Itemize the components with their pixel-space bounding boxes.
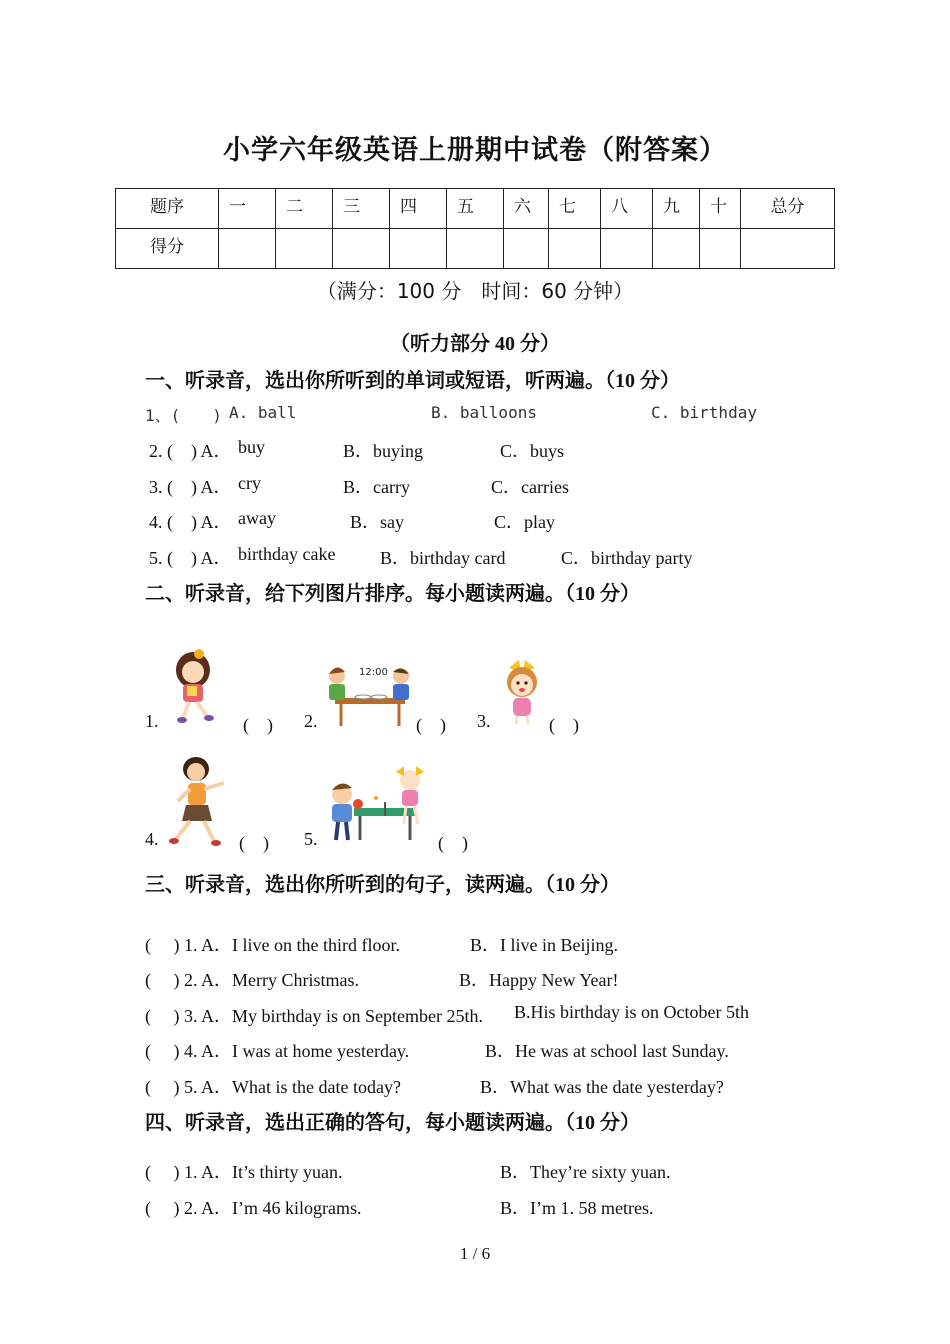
- s3-item-5-b: B．What was the date yesterday?: [480, 1077, 724, 1097]
- s3-item-1-b: B．I live in Beijing.: [470, 935, 618, 955]
- s3-item-4-b: B．He was at school last Sunday.: [485, 1041, 729, 1061]
- q4-number: 4. ( ) A．: [149, 512, 232, 532]
- page-title: 小学六年级英语上册期中试卷（附答案）: [223, 135, 727, 166]
- answer-blank-1[interactable]: ( ): [243, 715, 273, 735]
- q5-option-a: birthday cake: [238, 544, 336, 564]
- q5-number: 5. ( ) A．: [149, 548, 232, 568]
- q5-option-c: C．birthday party: [561, 548, 693, 568]
- table-cell: 八: [601, 189, 653, 229]
- table-cell: 一: [219, 189, 276, 229]
- s3-item-2-a: ( ) 2. A．Merry Christmas.: [145, 970, 359, 990]
- q3-option-c: C．carries: [491, 477, 569, 497]
- section1-heading: 一、听录音，选出你所听到的单词或短语，听两遍。（10 分）: [145, 370, 680, 392]
- ping-pong-picture: [324, 764, 434, 846]
- s3-item-5-a: ( ) 5. A．What is the date today?: [145, 1077, 401, 1097]
- answer-blank-4[interactable]: ( ): [239, 833, 269, 853]
- table-cell: 题序: [116, 189, 219, 229]
- girl-walking-picture: [163, 648, 223, 724]
- picture-label-1: 1.: [145, 711, 159, 731]
- table-cell: 九: [653, 189, 700, 229]
- s4-item-2-b: B．I’m 1. 58 metres.: [500, 1198, 654, 1218]
- table-cell: 四: [390, 189, 447, 229]
- q3-option-b: B．carry: [343, 477, 410, 497]
- q1-option-b: B. balloons: [431, 403, 537, 422]
- q4-option-b: B．say: [350, 512, 404, 532]
- page-number: 1 / 6: [459, 1244, 491, 1263]
- score-input-cell[interactable]: [219, 229, 276, 269]
- q3-option-a: cry: [238, 473, 261, 493]
- q2-option-b: B．buying: [343, 441, 424, 461]
- table-cell: 七: [549, 189, 601, 229]
- q1-option-c: C. birthday: [651, 403, 757, 422]
- score-input-cell[interactable]: [601, 229, 653, 269]
- score-table-header-row: [116, 189, 835, 229]
- score-input-cell[interactable]: [700, 229, 741, 269]
- q2-option-c: C．buys: [500, 441, 565, 461]
- table-cell: 十: [700, 189, 741, 229]
- answer-blank-5[interactable]: ( ): [438, 833, 468, 853]
- score-input-cell[interactable]: [549, 229, 601, 269]
- s3-item-4-a: ( ) 4. A．I was at home yesterday.: [145, 1041, 410, 1061]
- s4-item-2-a: ( ) 2. A．I’m 46 kilograms.: [145, 1198, 362, 1218]
- score-input-cell[interactable]: [333, 229, 390, 269]
- table-cell: 六: [504, 189, 549, 229]
- score-input-cell[interactable]: [653, 229, 700, 269]
- score-input-cell[interactable]: [390, 229, 447, 269]
- table-cell: 总分: [741, 189, 835, 229]
- picture-label-5: 5.: [304, 829, 318, 849]
- girl-running-picture: [168, 755, 232, 847]
- score-input-cell[interactable]: [276, 229, 333, 269]
- girl-eating-picture: [499, 656, 545, 726]
- section3-heading: 三、听录音，选出你所听到的句子，读两遍。（10 分）: [145, 874, 620, 896]
- q2-number: 2. ( ) A．: [149, 441, 232, 461]
- s4-item-1-a: ( ) 1. A．It’s thirty yuan.: [145, 1162, 343, 1182]
- answer-blank-2[interactable]: ( ): [416, 715, 446, 735]
- full-marks-note: （满分：100 分 时间：60 分钟）: [316, 279, 634, 303]
- s4-item-1-b: B．They’re sixty yuan.: [500, 1162, 671, 1182]
- clock-time: 12:00: [359, 667, 388, 678]
- q4-option-a: away: [238, 508, 276, 528]
- table-cell: 得分: [116, 229, 219, 269]
- picture-label-3: 3.: [477, 711, 491, 731]
- section2-heading: 二、听录音，给下列图片排序。每小题读两遍。（10 分）: [145, 583, 640, 605]
- score-table: [115, 188, 835, 269]
- table-cell: 二: [276, 189, 333, 229]
- picture-label-2: 2.: [304, 711, 318, 731]
- score-input-cell[interactable]: [741, 229, 835, 269]
- section4-heading: 四、听录音，选出正确的答句，每小题读两遍。（10 分）: [145, 1112, 640, 1134]
- score-table-score-row: [116, 229, 835, 269]
- score-input-cell[interactable]: [447, 229, 504, 269]
- listening-part-heading: （听力部分 40 分）: [390, 333, 560, 355]
- q2-option-a: buy: [238, 437, 265, 457]
- picture-label-4: 4.: [145, 829, 159, 849]
- q1-option-a: A. ball: [229, 403, 297, 422]
- q5-option-b: B．birthday card: [380, 548, 506, 568]
- s3-item-3-b: B.His birthday is on October 5th: [514, 1002, 749, 1022]
- q3-number: 3. ( ) A．: [149, 477, 232, 497]
- s3-item-2-b: B．Happy New Year!: [459, 970, 619, 990]
- s3-item-3-a: ( ) 3. A．My birthday is on September 25th.: [145, 1006, 483, 1026]
- score-input-cell[interactable]: [504, 229, 549, 269]
- q4-option-c: C．play: [494, 512, 555, 532]
- table-cell: 五: [447, 189, 504, 229]
- q1-number: 1、( ): [145, 406, 222, 425]
- s3-item-1-a: ( ) 1. A．I live on the third floor.: [145, 935, 400, 955]
- answer-blank-3[interactable]: ( ): [549, 715, 579, 735]
- lunch-at-table-picture: [323, 658, 415, 728]
- table-cell: 三: [333, 189, 390, 229]
